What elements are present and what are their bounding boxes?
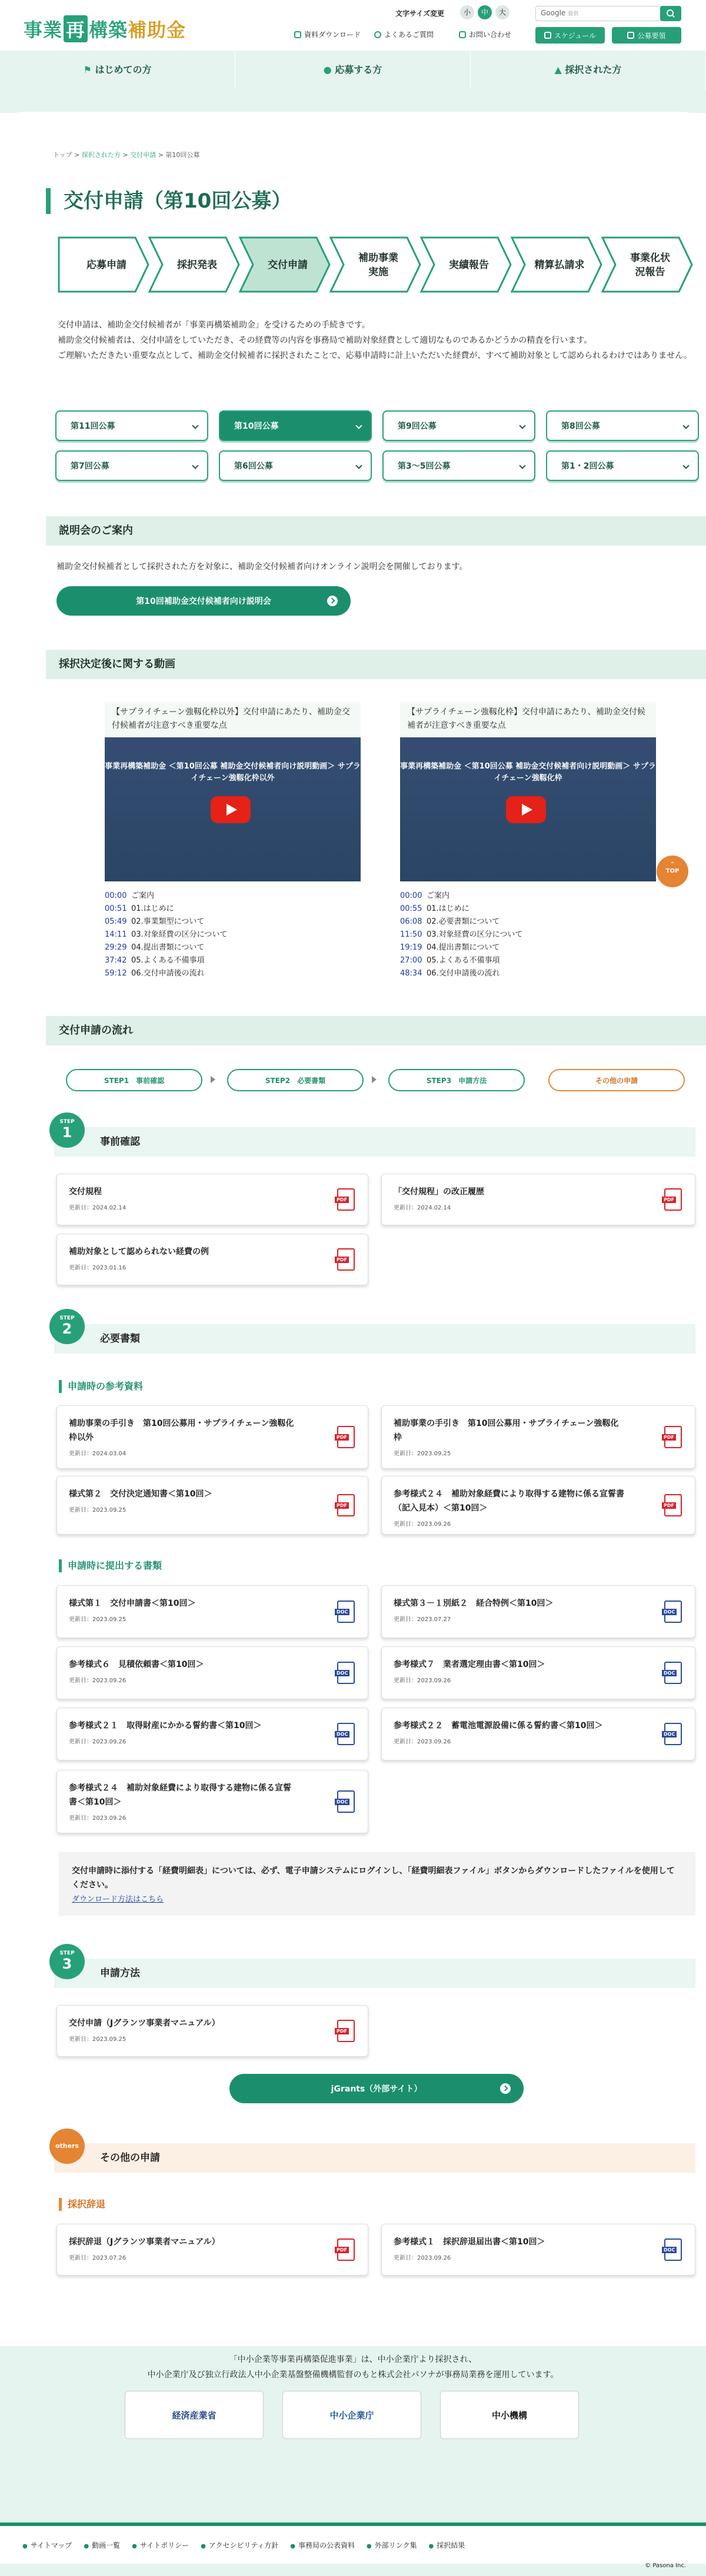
- chapter-time: 00:00: [105, 891, 127, 900]
- chapter-label: 06.交付申請後の流れ: [131, 969, 205, 978]
- chapter-time: 37:42: [105, 956, 127, 965]
- tab-round-10[interactable]: 第10回公募: [219, 410, 372, 441]
- chapter-label: 01.はじめに: [427, 904, 469, 913]
- book-icon: [627, 32, 634, 39]
- download-icon: [294, 31, 301, 38]
- doc-icon: DOC: [664, 2238, 682, 2261]
- chapter-time: 59:12: [105, 969, 127, 978]
- doc-icon: DOC: [664, 1723, 682, 1745]
- video-player-2[interactable]: [400, 702, 656, 881]
- chapter-label: 02.事業類型について: [131, 917, 205, 926]
- mail-icon: [459, 31, 466, 38]
- pdf-icon: PDF: [337, 1188, 355, 1211]
- process-steps: [58, 236, 693, 295]
- chevron-right-icon: [211, 1076, 215, 1083]
- tab-round-8[interactable]: 第8回公募: [546, 410, 699, 441]
- footer-link-videos[interactable]: ● 動画一覧: [84, 2540, 120, 2550]
- briefing-button[interactable]: 第10回補助金交付候補者向け説明会: [56, 586, 351, 616]
- breadcrumb-grant[interactable]: 交付申請: [130, 151, 156, 159]
- video-player-1[interactable]: [105, 702, 361, 881]
- briefing-heading: 説明会のご案内: [46, 516, 706, 546]
- breadcrumb-current: 第10回公募: [165, 151, 200, 159]
- video-card-1: [105, 702, 361, 980]
- expense-note: 交付申請時に添付する「経費明細表」については、必ず、電子申請システムにログインし、「経費明細表ファイル」ボタンからダウンロードしたファイルを使用してください。 ダウンロード方法はこちら: [59, 1852, 695, 1916]
- footer-link-results[interactable]: ● 採択結果: [429, 2540, 465, 2550]
- footer-link-public-docs[interactable]: ● 事務局の公表資料: [290, 2540, 355, 2550]
- step-label: 実施: [368, 266, 388, 278]
- chapter-row[interactable]: [105, 954, 361, 967]
- doc-card[interactable]: 参考様式７ 業者選定理由書＜第10回＞ 更新日：2023.09.26 DOC: [381, 1646, 695, 1699]
- breadcrumb-home[interactable]: トップ: [53, 151, 72, 159]
- jgrants-button[interactable]: jGrants（外部サイト）: [229, 2074, 524, 2103]
- chapter-time: 05:49: [105, 917, 127, 926]
- videos-heading: 採択決定後に関する動画: [46, 650, 706, 679]
- chapter-label: 02.必要書類について: [427, 917, 500, 926]
- chapter-row[interactable]: [400, 916, 656, 928]
- chapter-label: ご案内: [427, 891, 450, 900]
- chapter-label: 01.はじめに: [131, 904, 174, 913]
- step-6: [512, 238, 601, 292]
- chapter-row[interactable]: [105, 890, 361, 903]
- doc-icon: DOC: [337, 1601, 355, 1623]
- doc-card[interactable]: 参考様式６ 見積依頼書＜第10回＞ 更新日：2023.09.26 DOC: [56, 1646, 368, 1699]
- doc-card[interactable]: 補助事業の手引き 第10回公募用・サプライチェーン強靱化枠以外 更新日：2024.03.04 PDF: [56, 1405, 368, 1469]
- step-label: 実績報告: [449, 259, 489, 271]
- chapter-time: 27:00: [400, 956, 422, 965]
- chapter-time: 00:55: [400, 904, 422, 913]
- step-label: 採択発表: [177, 259, 217, 271]
- doc-card[interactable]: 参考様式２１ 取得財産にかかる誓約書＜第10回＞ 更新日：2023.09.26 DOC: [56, 1708, 368, 1760]
- step-7: [602, 238, 692, 292]
- tab-round-1-2[interactable]: 第1・2回公募: [546, 450, 699, 481]
- pdf-icon: PDF: [337, 2020, 355, 2042]
- chapter-row[interactable]: [400, 967, 656, 980]
- step2-heading: 必要書類: [54, 1324, 695, 1354]
- video-chapters-1: [105, 890, 361, 980]
- doc-card[interactable]: 補助事業の手引き 第10回公募用・サプライチェーン強靱化枠 更新日：2023.09.25 PDF: [381, 1405, 695, 1469]
- chapter-row[interactable]: [400, 928, 656, 941]
- pdf-icon: PDF: [664, 1188, 682, 1211]
- doc-icon: DOC: [337, 1723, 355, 1745]
- footer-links: [22, 2540, 465, 2550]
- nav-item-adopted[interactable]: ▲ 採択された方: [471, 51, 706, 89]
- flow-others-link[interactable]: その他の申請: [548, 1069, 685, 1091]
- doc-card[interactable]: 様式第２ 交付決定通知書＜第10回＞ 更新日：2023.09.25 PDF: [56, 1476, 368, 1535]
- footer-link-external[interactable]: ● 外部リンク集: [367, 2540, 417, 2550]
- chapter-label: 05.よくある不備事項: [427, 956, 500, 965]
- step-label: 精算払請求: [534, 259, 585, 271]
- doc-card[interactable]: 様式第３－１別紙２ 経合特例＜第10回＞ 更新日：2023.07.27 DOC: [381, 1585, 695, 1638]
- video-title-1: 【サプライチェーン強靱化枠以外】交付申請にあたり、補助金交付候補者が注意すべき重要な点: [105, 702, 361, 737]
- doc-icon: DOC: [337, 1790, 355, 1813]
- briefing-text: 補助金交付候補者として採択された方を対象に、補助金交付候補者向けオンライン説明会を開催しております。: [56, 562, 468, 572]
- schedule-button[interactable]: スケジュール: [535, 27, 605, 44]
- meti-logo[interactable]: 経済産業省: [125, 2391, 264, 2439]
- pdf-icon: PDF: [337, 1494, 355, 1516]
- chapter-label: 04.提出書類について: [427, 943, 500, 952]
- footer-link-policy[interactable]: ● サイトポリシー: [132, 2540, 189, 2550]
- font-size-large-button[interactable]: 大: [495, 5, 509, 19]
- step3-heading: 申請方法: [54, 1959, 695, 1988]
- pdf-icon: PDF: [664, 1494, 682, 1516]
- pdf-icon: PDF: [337, 1426, 355, 1448]
- step-label: 補助事業: [358, 252, 398, 264]
- step-label: 事業化状: [630, 252, 670, 264]
- global-nav: [0, 51, 706, 89]
- chapter-time: 06:08: [400, 917, 422, 926]
- chapter-time: 00:51: [105, 904, 127, 913]
- step-3: [240, 238, 329, 292]
- chapter-row[interactable]: [105, 916, 361, 928]
- guidelines-button[interactable]: 公募要領: [612, 27, 681, 44]
- doc-card[interactable]: 交付規程 更新日：2024.02.14 PDF: [56, 1174, 368, 1225]
- intro-text: 交付申請は、補助金交付候補者が「事業再構築補助金」を受けるための手続きです。 補助金交付候補者は、交付申請をしていただき、その経費等の内容を事務局で補助対象経費として適切なものであるかどうかの精査を行います。 ご理解いただきたい重要な点として、補助金交付候補者に採択されたことで、応募申請時に計上いただいた経費が、すべて補助対象として認められるわけではありません。: [58, 320, 692, 360]
- chapter-time: 29:29: [105, 943, 127, 952]
- question-icon: [374, 31, 381, 38]
- video-thumbnail-1: 事業再構築補助金 ＜第10回公募 補助金交付候補者向け説明動画＞ サプライチェーン強靱化枠以外: [105, 737, 361, 881]
- nav-item-apply[interactable]: ● 応募する方: [235, 51, 471, 89]
- contact-link[interactable]: お問い合わせ: [459, 29, 511, 39]
- chapter-row[interactable]: [400, 903, 656, 916]
- search-button[interactable]: [660, 6, 681, 21]
- site-logo[interactable]: 事業 再 構築補助金: [24, 15, 186, 42]
- page-title: 交付申請（第10回公募）: [46, 188, 291, 214]
- nav-item-first-time[interactable]: ⚑ はじめての方: [0, 51, 235, 89]
- step1-badge: STEP 1: [49, 1112, 85, 1148]
- step-1: [59, 238, 148, 292]
- download-link[interactable]: 資料ダウンロード: [294, 29, 361, 39]
- chapter-time: 14:11: [105, 930, 127, 939]
- step2-badge: STEP 2: [49, 1309, 85, 1344]
- tab-round-9[interactable]: 第9回公募: [382, 410, 535, 441]
- chapter-label: 03.対象経費の区分について: [131, 930, 228, 939]
- video-chapters-2: [400, 890, 656, 980]
- doc-icon: DOC: [664, 1601, 682, 1623]
- chapter-row[interactable]: [105, 967, 361, 980]
- flow-step3-link[interactable]: STEP3 申請方法: [388, 1069, 525, 1091]
- arrow-right-icon: [327, 596, 338, 606]
- chapter-time: 00:00: [400, 891, 422, 900]
- doc-card[interactable]: 補助対象として認められない経費の例 更新日：2023.01.16 PDF: [56, 1234, 368, 1285]
- tab-round-6[interactable]: 第6回公募: [219, 450, 372, 481]
- chapter-time: 48:34: [400, 969, 422, 978]
- reference-materials-heading: 申請時の参考資料: [59, 1380, 143, 1393]
- breadcrumb: トップ > 採択された方 > 交付申請 > 第10回公募: [53, 151, 200, 159]
- step-label: 交付申請: [268, 259, 308, 271]
- others-heading: その他の申請: [54, 2143, 695, 2173]
- arrow-right-icon: [500, 2083, 511, 2094]
- pdf-icon: PDF: [664, 1426, 682, 1448]
- flow-heading: 交付申請の流れ: [46, 1016, 706, 1045]
- footer-link-sitemap[interactable]: ● サイトマップ: [22, 2540, 72, 2550]
- chapter-row[interactable]: [400, 954, 656, 967]
- doc-card[interactable]: 「交付規程」の改正履歴 更新日：2024.02.14 PDF: [381, 1174, 695, 1225]
- tab-round-3-5[interactable]: 第3〜5回公募: [382, 450, 535, 481]
- pdf-icon: PDF: [337, 1248, 355, 1271]
- doc-card[interactable]: 交付申請（Jグランツ事業者マニュアル） 更新日：2023.09.25 PDF: [56, 2005, 368, 2057]
- download-method-link[interactable]: ダウンロード方法はこちら: [72, 1895, 164, 1904]
- smrj-logo[interactable]: 中小機構: [440, 2391, 579, 2439]
- doc-icon: DOC: [337, 1662, 355, 1684]
- video-title-2: 【サプライチェーン強靱化枠】交付申請にあたり、補助金交付候補者が注意すべき重要な点: [400, 702, 656, 737]
- video-thumbnail-2: 事業再構築補助金 ＜第10回公募 補助金交付候補者向け説明動画＞ サプライチェーン強靱化枠: [400, 737, 656, 881]
- nav-backdrop: [0, 89, 706, 113]
- doc-card[interactable]: 様式第１ 交付申請書＜第10回＞ 更新日：2023.09.25 DOC: [56, 1585, 368, 1638]
- search-input[interactable]: Google 提供: [535, 6, 665, 21]
- play-icon[interactable]: [506, 796, 546, 823]
- calendar-icon: [544, 32, 551, 39]
- step3-badge: STEP 3: [49, 1944, 85, 1979]
- doc-card[interactable]: 参考様式２４ 補助対象経費により取得する建物に係る宣誓書（記入見本）＜第10回＞ 更新日：2023.09.26 PDF: [381, 1476, 695, 1535]
- search-icon: [660, 6, 681, 21]
- site-header: [0, 0, 706, 51]
- chapter-label: 03.対象経費の区分について: [427, 930, 523, 939]
- tab-round-11[interactable]: 第11回公募: [55, 410, 208, 441]
- chapter-time: 11:50: [400, 930, 422, 939]
- chapter-row[interactable]: [400, 941, 656, 954]
- doc-card[interactable]: 採択辞退（Jグランツ事業者マニュアル） 更新日：2023.07.26 PDF: [56, 2224, 368, 2276]
- font-size-small-button[interactable]: 小: [460, 5, 474, 19]
- step1-heading: 事前確認: [54, 1127, 695, 1157]
- step-5: [421, 238, 511, 292]
- chevron-right-icon: [372, 1076, 377, 1083]
- step-label: 況報告: [635, 266, 665, 278]
- chapter-row[interactable]: [105, 941, 361, 954]
- doc-card[interactable]: 参考様式２４ 補助対象経費により取得する建物に係る宣誓書＜第10回＞ 更新日：2023.09.26 DOC: [56, 1770, 368, 1833]
- font-size-label: 文字サイズ変更: [395, 9, 445, 18]
- chapter-time: 19:19: [400, 943, 422, 952]
- breadcrumb-adopted[interactable]: 採択された方: [81, 151, 121, 159]
- step-label: 応募申請: [86, 259, 126, 271]
- chapter-label: 05.よくある不備事項: [131, 956, 205, 965]
- chapter-row[interactable]: [400, 890, 656, 903]
- step-2: [149, 238, 239, 292]
- flow-step2-link[interactable]: STEP2 必要書類: [227, 1069, 364, 1091]
- font-size-medium-button[interactable]: 中: [478, 5, 492, 19]
- doc-icon: DOC: [664, 1662, 682, 1684]
- doc-card[interactable]: 参考様式２２ 蓄電池電源設備に係る誓約書＜第10回＞ 更新日：2023.09.26 DOC: [381, 1708, 695, 1760]
- submission-documents-heading: 申請時に提出する書類: [59, 1559, 162, 1572]
- pdf-icon: PDF: [337, 2238, 355, 2261]
- chapter-label: 04.提出書類について: [131, 943, 205, 952]
- tab-round-7[interactable]: 第7回公募: [55, 450, 208, 481]
- footer-text: 「中小企業等事業再構築促進事業」は、中小企業庁より採択され、 中小企業庁及び独立行政法人中小企業基盤整備機構監督のもと株式会社パソナが事務局業務を運用しています。: [147, 2355, 559, 2380]
- withdrawal-heading: 採択辞退: [59, 2198, 105, 2211]
- copyright: © Pasona Inc.: [645, 2562, 686, 2569]
- others-badge: others: [49, 2129, 85, 2164]
- flow-step1-link[interactable]: STEP1 事前確認: [66, 1069, 202, 1091]
- chapter-row[interactable]: [105, 903, 361, 916]
- faq-link[interactable]: よくあるご質問: [374, 29, 434, 39]
- step-4: [331, 238, 420, 292]
- round-tabs: [55, 410, 699, 481]
- chapter-row[interactable]: [105, 928, 361, 941]
- chapter-label: ご案内: [131, 891, 155, 900]
- video-card-2: [400, 702, 656, 980]
- back-to-top-button[interactable]: ⌃ TOP: [657, 856, 688, 887]
- play-icon[interactable]: [211, 796, 251, 823]
- sme-agency-logo[interactable]: 中小企業庁: [282, 2391, 421, 2439]
- chapter-label: 06.交付申請後の流れ: [427, 969, 500, 978]
- doc-card[interactable]: 参考様式１ 採択辞退届出書＜第10回＞ 更新日：2023.09.26 DOC: [381, 2224, 695, 2276]
- footer-link-accessibility[interactable]: ● アクセシビリティ方針: [201, 2540, 278, 2550]
